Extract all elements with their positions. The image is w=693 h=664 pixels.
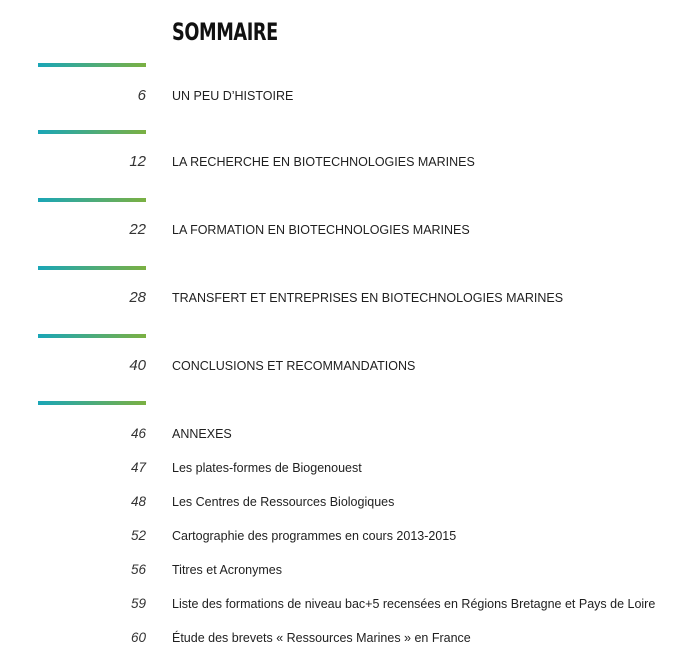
toc-page-number: 59 bbox=[130, 596, 146, 611]
section-divider bbox=[38, 63, 146, 67]
toc-entry-label: ANNEXES bbox=[172, 427, 232, 441]
toc-annex-entry[interactable] bbox=[0, 526, 693, 546]
toc-entry-label: Étude des brevets « Ressources Marines » en France bbox=[172, 631, 471, 645]
toc-page-number: 46 bbox=[130, 426, 146, 441]
toc-entry-label: CONCLUSIONS ET RECOMMANDATIONS bbox=[172, 359, 416, 373]
section-divider bbox=[38, 401, 146, 405]
toc-page-number: 52 bbox=[130, 528, 146, 543]
toc-annex-entry[interactable] bbox=[0, 628, 693, 648]
toc-entry-label: Les plates-formes de Biogenouest bbox=[172, 461, 362, 475]
toc-annex-entry[interactable] bbox=[0, 424, 693, 444]
toc-annex-entry[interactable] bbox=[0, 492, 693, 512]
toc-entry-label: LA RECHERCHE EN BIOTECHNOLOGIES MARINES bbox=[172, 155, 475, 169]
toc-page-number: 48 bbox=[130, 494, 146, 509]
toc-annex-entry[interactable] bbox=[0, 560, 693, 580]
toc-page-number: 28 bbox=[129, 289, 146, 306]
toc-entry-label: Cartographie des programmes en cours 2013-2015 bbox=[172, 529, 457, 543]
toc-entry-label: Liste des formations de niveau bac+5 recensées en Régions Bretagne et Pays de Loire bbox=[172, 597, 656, 611]
section-divider bbox=[38, 130, 146, 134]
section-divider bbox=[38, 334, 146, 338]
toc-entry[interactable] bbox=[0, 220, 693, 240]
section-divider bbox=[38, 198, 146, 202]
section-divider bbox=[38, 266, 146, 270]
toc-entry-label: LA FORMATION EN BIOTECHNOLOGIES MARINES bbox=[172, 223, 470, 237]
toc-page-number: 56 bbox=[130, 562, 146, 577]
toc-page-number: 40 bbox=[129, 357, 146, 374]
toc-entry[interactable] bbox=[0, 86, 693, 106]
toc-page-number: 12 bbox=[129, 153, 146, 170]
toc-entry-label: TRANSFERT ET ENTREPRISES EN BIOTECHNOLOGIES MARINES bbox=[172, 291, 564, 305]
toc-entry-label: Titres et Acronymes bbox=[172, 563, 282, 577]
toc-entry-label: UN PEU D’HISTOIRE bbox=[172, 89, 294, 103]
toc-entry[interactable] bbox=[0, 152, 693, 172]
toc-entry[interactable] bbox=[0, 356, 693, 376]
toc-annex-entry[interactable] bbox=[0, 458, 693, 478]
toc-entry-label: Les Centres de Ressources Biologiques bbox=[172, 495, 395, 509]
toc-page-number: 60 bbox=[130, 630, 146, 645]
toc-page-number: 6 bbox=[137, 87, 146, 104]
toc-annex-entry[interactable] bbox=[0, 594, 693, 614]
toc-title: SOMMAIRE bbox=[172, 18, 278, 46]
toc-entry[interactable] bbox=[0, 288, 693, 308]
toc-page-number: 22 bbox=[129, 221, 146, 238]
toc-page-number: 47 bbox=[130, 460, 146, 475]
